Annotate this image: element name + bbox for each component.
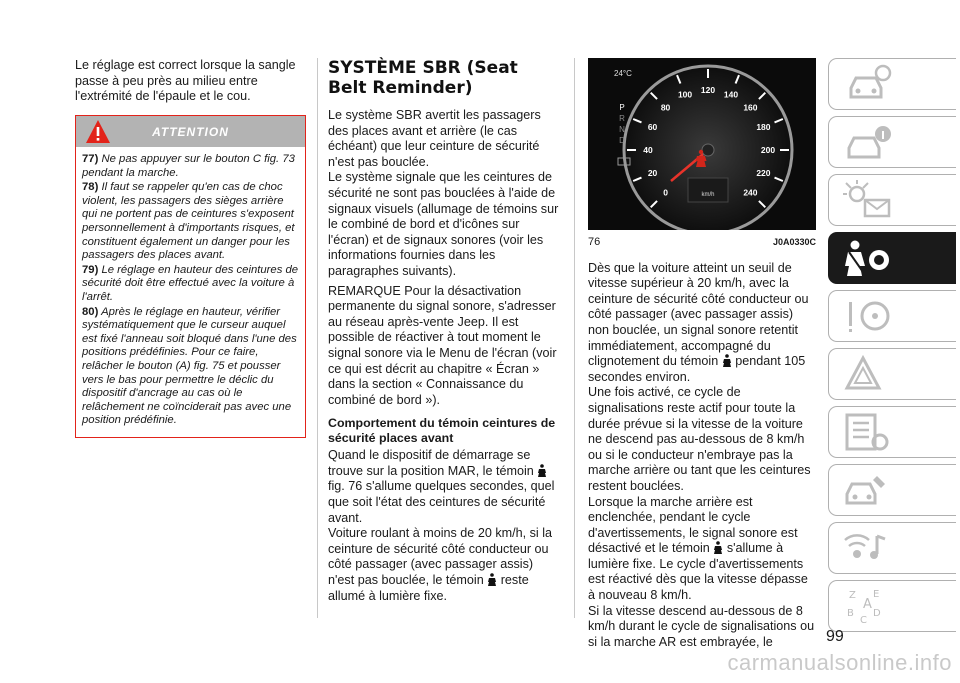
warning-item-text: Le réglage en hauteur des ceintures de sécurité doit être effectué avec la voiture à l'arrêt. [82, 263, 299, 303]
svg-text:A: A [863, 597, 872, 612]
gauge-label: 160 [743, 102, 758, 113]
figure-number: 76 [588, 236, 601, 248]
watermark: carmanualsonline.info [727, 650, 952, 675]
warning-list [76, 147, 305, 428]
gauge-label: 60 [647, 122, 658, 133]
steering-wheel-icon [843, 296, 893, 336]
column-divider [574, 58, 575, 618]
paragraph: Quand le dispositif de démarrage se trouve sur la position MAR, le témoin fig. 76 s'allume quelques secondes, quel que soit l'état des ceintures de sécurité avant. [328, 448, 555, 525]
tab-technical-data[interactable] [828, 464, 956, 516]
warning-item [82, 181, 299, 263]
svg-text:B: B [847, 608, 854, 619]
paragraph: Dès que la voiture atteint un seuil de vitesse supérieur à 20 km/h, avec la ceinture de sécurité côté conducteur ou côté passager (avec passager assis) non bouclée, un signal sonore retentit immédiatement, accompagné du clignotement du témoin pendant 105 secondes environ. [588, 260, 809, 384]
gear-letter: R [619, 114, 625, 123]
subheading: Comportement du témoin ceintures de sécurité places avant [328, 416, 556, 446]
paragraph: Le système SBR avertit les passagers des places avant et arrière (le cas échéant) que leur ceinture de sécurité n'est pas bouclée. [328, 108, 541, 169]
figure-caption [588, 235, 816, 251]
tab-vehicle-info[interactable] [828, 116, 956, 168]
warning-title: ATTENTION [152, 125, 229, 139]
alphabet-index-icon [843, 586, 893, 626]
tab-emergency[interactable] [828, 348, 956, 400]
gear-letter: P [619, 103, 625, 112]
seatbelt-warning-icon [713, 541, 723, 554]
warning-item-text: Ne pas appuyer sur le bouton C fig. 73 pendant la marche. [82, 153, 295, 179]
sbr-column [328, 58, 560, 608]
tab-starting[interactable] [828, 290, 956, 342]
gauge-label: 140 [723, 89, 739, 100]
paragraph: Si la vitesse descend au-dessous de 8 km/h durant le cycle de signalisations ou si la marche AR est embrayée, le [588, 603, 815, 649]
tab-maintenance[interactable] [828, 406, 956, 458]
paragraph: Le système signale que les ceintures de sécurité ne sont pas bouclées à l'aide de signaux visuels (allumage de témoins sur le combiné de bord et d'icônes sur l'écran) et de signaux sonores (voir les informations fournies dans les paragraphes suivants). [328, 170, 559, 278]
gauge-label: 200 [760, 145, 776, 155]
seatbelt-airbag-icon [843, 238, 893, 278]
page-number: 99 [826, 628, 844, 645]
seatbelt-warning-icon [487, 573, 497, 586]
car-dashboard-icon [843, 64, 893, 104]
speed-unit: km/h [701, 192, 715, 198]
svg-text:E: E [873, 589, 880, 600]
multimedia-signal-icon [843, 528, 893, 568]
instrument-cluster-figure [588, 58, 816, 230]
chapter-tabs [828, 58, 956, 638]
tab-safety[interactable] [828, 232, 956, 284]
paragraph: Voiture roulant à moins de 20 km/h, si la ceinture de sécurité côté conducteur ou côté passager (avec passager assis) n'est pas bouclée, le témoin reste allumé à lumière fixe. [328, 526, 553, 603]
figure-code: J0A0330C [772, 237, 816, 247]
gauge-label: 0 [663, 187, 668, 198]
gear-letter: D [619, 136, 625, 145]
warning-item-number: 77) [82, 153, 99, 165]
warning-triangle-tab-icon [843, 354, 893, 394]
tab-multimedia[interactable] [828, 522, 956, 574]
gauge-label: 40 [643, 145, 653, 155]
warning-item-number: 78) [82, 181, 99, 194]
gauge-label: 180 [756, 122, 771, 133]
gauge-label: 240 [743, 187, 758, 198]
car-wrench-icon [843, 470, 893, 510]
car-info-icon [843, 122, 893, 162]
svg-text:C: C [860, 615, 867, 626]
behaviour-column [588, 58, 816, 654]
gauge-label: 80 [660, 102, 671, 113]
gear-letter: N [619, 125, 625, 134]
section-heading: SYSTÈME SBR (Seat Belt Reminder) [328, 58, 518, 98]
lights-envelope-icon [843, 180, 893, 220]
warning-item-number: 79) [82, 263, 99, 276]
gauge-label: 100 [677, 89, 693, 100]
paragraph: Lorsque la marche arrière est enclenchée, pendant le cycle d'avertissements, le signal sonore est désactivé et le témoin s'allume à lumière fixe. Le cycle d'avertissements est réactivé dès que la vitesse dépasse à nouveau 8 km/h. [588, 494, 808, 603]
warning-box [75, 115, 306, 438]
tab-lights[interactable] [828, 174, 956, 226]
note-paragraph: REMARQUE Pour la désactivation permanente du signal sonore, s'adresser au réseau après-vente Jeep. Il est possible de réactiver à tout moment le signal sonore via le Menu de l'écran (voir ce qui est décrit au chapitre « Écran » dans la section « Connaissance du combiné de bord »). [328, 283, 557, 407]
svg-text:Z: Z [849, 590, 856, 601]
service-checklist-icon [843, 412, 893, 452]
intro-paragraph: Le réglage est correct lorsque la sangle passe à peu près au milieu entre l'extrémité de l'épaule et le cou. [75, 58, 296, 104]
gauge-label: 220 [756, 167, 771, 178]
warning-item [82, 306, 299, 428]
svg-text:D: D [873, 608, 881, 619]
tab-dashboard[interactable] [828, 58, 956, 110]
warning-item [82, 153, 299, 180]
seatbelt-warning-icon [537, 464, 547, 477]
temperature-readout: 24°C [614, 69, 632, 78]
speedometer-image [588, 58, 816, 230]
tab-index[interactable] [828, 580, 956, 632]
warning-header [76, 116, 305, 147]
warning-item-text: Après le réglage en hauteur, vérifier systématiquement que le curseur auquel est fixé l'anneau soit bloqué dans l'une des positions prédéfinies. Pour ce faire, relâcher le bouton (A) fig. 75 et pousser vers le bas pour permettre le déclic du dispositif d'ancrage au cas où le relâchement ne coïnciderait pas avec une position prédéfinie. [82, 305, 297, 427]
seatbelt-warning-icon [722, 354, 732, 367]
gauge-label: 120 [700, 85, 716, 95]
intro-column [75, 58, 305, 109]
paragraph: Une fois activé, ce cycle de signalisations reste actif pour toute la durée prévue si la vitesse de la voiture ne descend pas au-dessous de 8 km/h ou si le conducteur n'embraye pas la marche arrière ou tant que les ceintures restent bouclées. [588, 385, 811, 493]
column-divider [317, 58, 318, 618]
gauge-label: 20 [647, 167, 658, 178]
warning-item [82, 264, 299, 305]
warning-item-text: Il faut se rappeler qu'en cas de choc violent, les passagers des sièges arrière qui ne portent pas de ceintures s'exposent personnellement à d'importants risques, et constituent également un danger pour les passagers des places avant. [82, 181, 295, 262]
warning-item-number: 80) [82, 305, 99, 318]
